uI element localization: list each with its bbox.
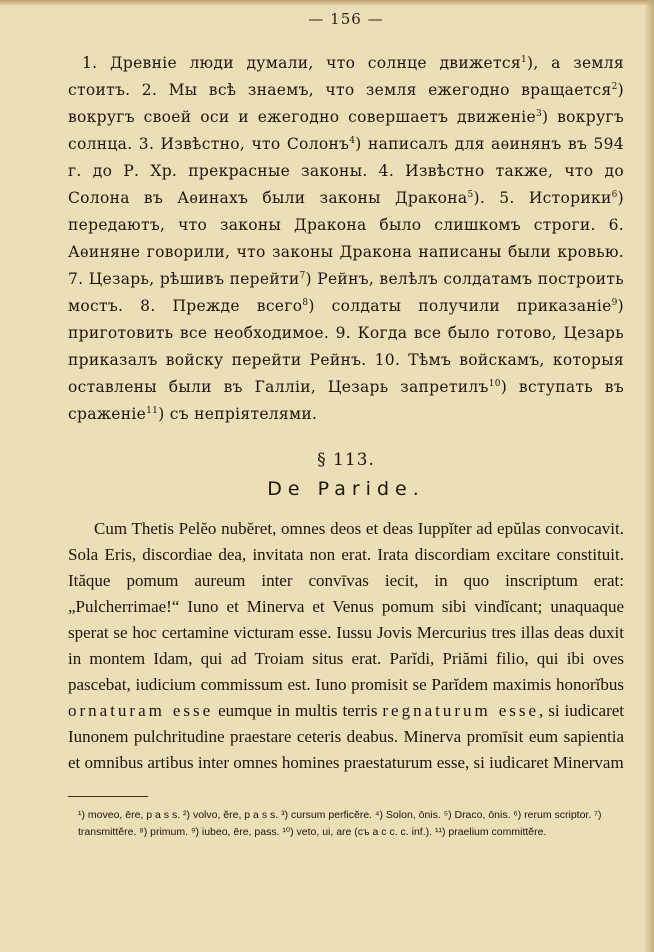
text-segment: ) вокругъ солнца. 3. Извѣстно, что Солонъ	[68, 108, 625, 153]
footnote-ref: 3	[535, 108, 542, 119]
text-segment: ) передаютъ, что законы Дракона было слишкомъ строги. 6. Аѳиняне говорили, что законы Дракона написаны были кровью. 7. Цезарь, рѣшивъ перейти	[68, 189, 624, 288]
footnote-ref: 10	[488, 378, 501, 389]
text-segment: ) приготовить все необходимое. 9. Когда все было готово, Цезарь приказалъ войску перейти Рейнъ. 10. Тѣмъ войскамъ, которыя оставлены были въ Галліи, Цезарь запретилъ	[68, 297, 624, 396]
footnote-ref: 11	[146, 405, 159, 416]
footnote-ref: 1	[520, 54, 527, 65]
text-segment: 1. Древніе люди думали, что солнце движется	[82, 54, 521, 72]
russian-exercise-paragraph	[68, 50, 624, 428]
footnote-ref: 2	[611, 81, 618, 92]
text-segment: , si iudicaret Iunonem pulchritudine praestare ceteris deabus. Minerva promīsit eum sapientia et omnibus artibus inter omnes homines praestaturum esse, si iudicaret Minervam	[68, 701, 624, 772]
footnotes: ¹) moveo, ēre, p a s s. ²) volvo, ĕre, p a s s. ³) cursum perficĕre. ⁴) Solon, ōnis. ⁵) Draco, ōnis. ⁶) rerum scriptor. ⁷) transmittĕre. ⁸) primum. ⁹) iubeo, ēre, pass. ¹⁰) veto, ui, are (съ a c c. c. inf.). ¹¹) praelium committĕre.	[78, 809, 602, 838]
footnote-ref: 6	[611, 189, 618, 200]
footnote-ref: 5	[467, 189, 474, 200]
spaced-emphasis: ornaturam esse	[68, 701, 214, 720]
footnote-ref: 8	[302, 297, 309, 308]
page-number: — 156 —	[308, 10, 384, 28]
text-segment: ) съ непріятелями.	[158, 405, 318, 423]
footnote-divider	[68, 796, 148, 797]
footnote-ref: 4	[349, 135, 356, 146]
text-segment: eumque in multis terris	[213, 701, 383, 720]
text-segment: ). 5. Историки	[473, 189, 612, 207]
text-segment: Cum Thetis Pelĕo nubĕret, omnes deos et deas Iuppĭter ad epŭlas convocavit. Sola Eris, discordiae dea, invitata non erat. Irata discordiam excitare constituit. Ităque pomum aureum inter convīvas iecit, in quo inscriptum erat: „Pulcherrimae!“ Iuno et Minerva et Venus pomum sibi vindĭcant; unaquaque sperat se hoc certamine victuram esse. Iussu Jovis Mercurius tres illas deas duxit in montem Idam, qui ad Troiam situs erat. Parĭdi, Priămi filio, qui ibi oves pascebat, iudicium commissum est. Iuno promisit se Parĭdem maximis honorĭbus	[68, 519, 624, 694]
text-segment: ) Рейнъ, велѣлъ солдатамъ построить мостъ. 8. Прежде всего	[68, 270, 624, 315]
text-segment: ) вступать въ сраженіе	[68, 378, 624, 423]
footnote-ref: 7	[299, 270, 306, 281]
text-segment: ) написалъ для аѳинянъ въ 594 г. до Р. Хр. прекрасные законы. 4. Извѣстно также, что до Солона въ Аѳинахъ были законы Дракона	[68, 135, 624, 207]
text-segment: ), а земля стоитъ. 2. Мы всѣ знаемъ, что земля ежегодно вращается	[68, 54, 624, 99]
text-segment: ) вокругъ своей оси и ежегодно совершаетъ движеніе	[68, 81, 624, 126]
footnote-ref: 9	[611, 297, 618, 308]
text-segment: ) солдаты получили приказаніе	[308, 297, 612, 315]
latin-reading-paragraph	[68, 516, 624, 776]
spaced-emphasis: regnaturum esse	[382, 701, 540, 720]
section-title: De Paride.	[267, 478, 425, 500]
section-number: § 113.	[317, 450, 375, 470]
